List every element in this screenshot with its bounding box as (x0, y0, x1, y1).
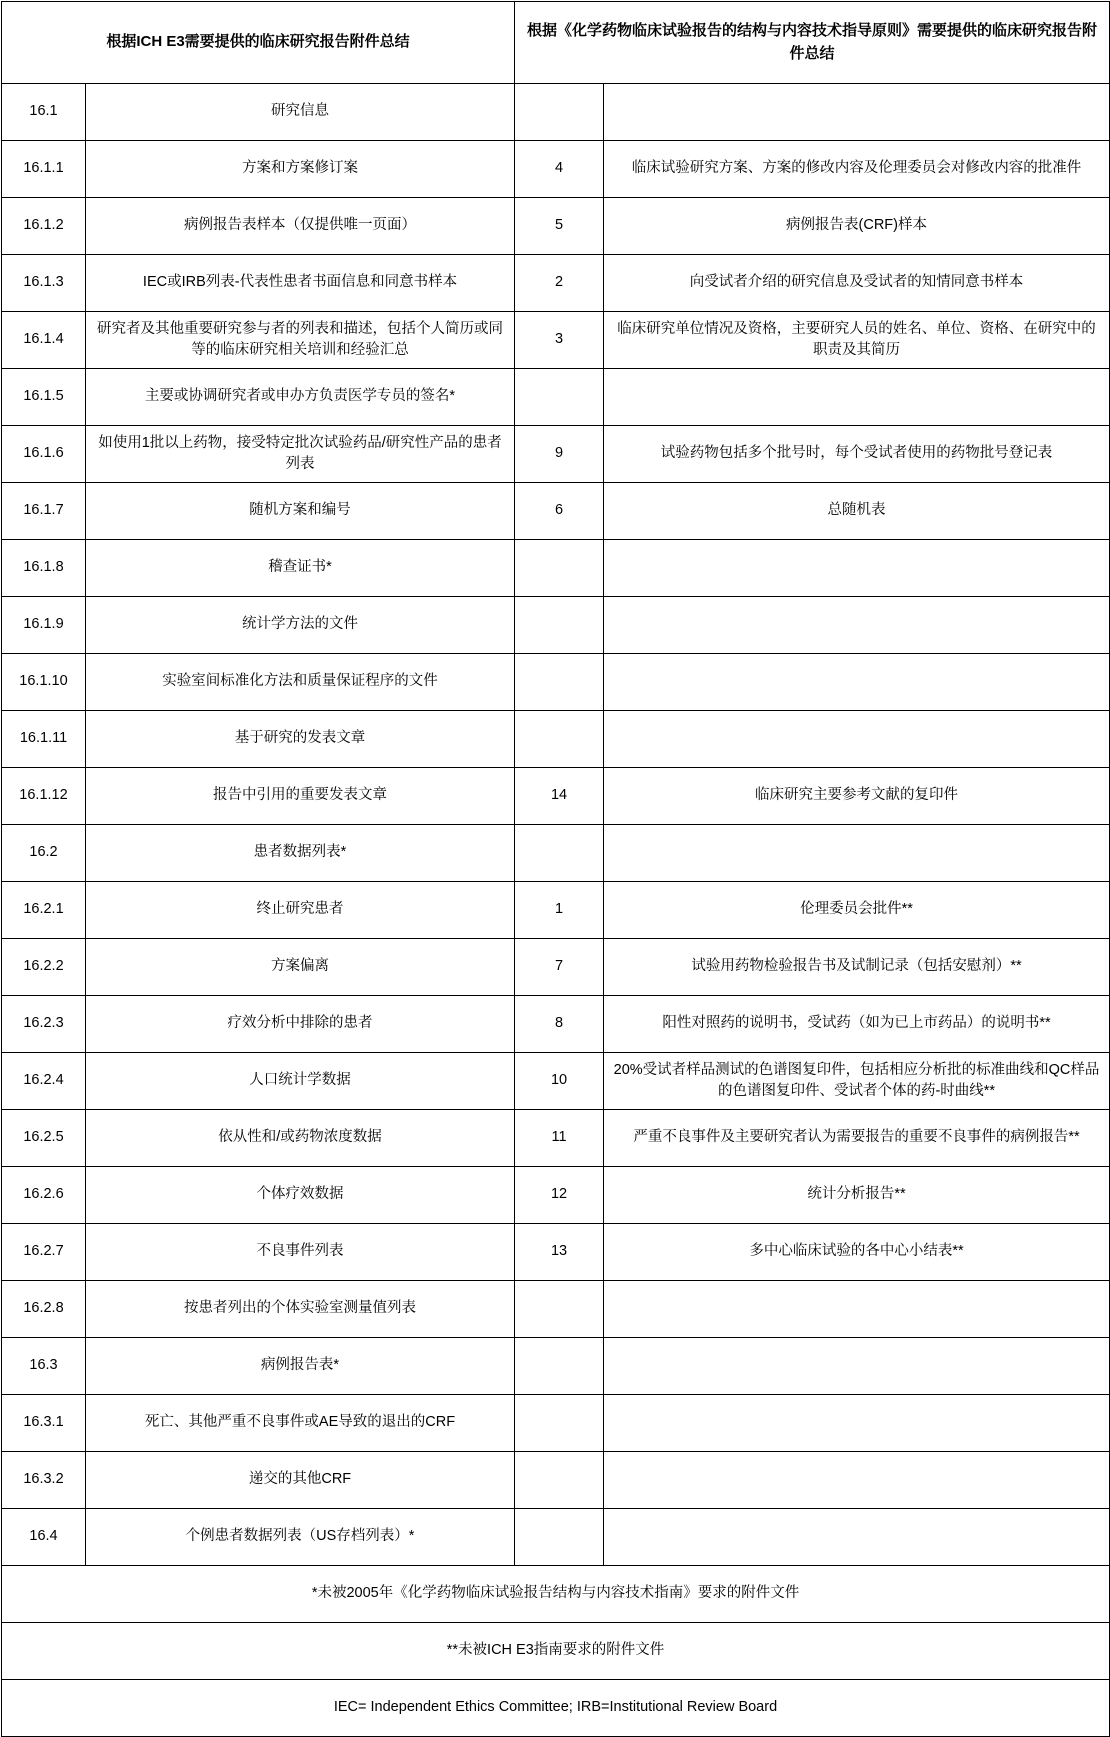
row-china-annex-text (604, 1509, 1110, 1566)
table-row (2, 597, 1110, 654)
row-china-annex-number: 10 (515, 1053, 604, 1110)
header-ich-e3: 根据ICH E3需要提供的临床研究报告附件总结 (2, 2, 515, 84)
table-row (2, 1395, 1110, 1452)
row-china-annex-number: 14 (515, 768, 604, 825)
row-section-number: 16.2.6 (2, 1167, 86, 1224)
row-ich-e3-annex: 个体疗效数据 (86, 1167, 515, 1224)
row-china-annex-text (604, 1338, 1110, 1395)
row-ich-e3-annex: 基于研究的发表文章 (86, 711, 515, 768)
row-china-annex-number: 7 (515, 939, 604, 996)
table-row (2, 426, 1110, 483)
row-ich-e3-annex: 疗效分析中排除的患者 (86, 996, 515, 1053)
row-china-annex-number: 3 (515, 312, 604, 369)
row-ich-e3-annex: 如使用1批以上药物，接受特定批次试验药品/研究性产品的患者列表 (86, 426, 515, 483)
row-section-number: 16.2.7 (2, 1224, 86, 1281)
row-china-annex-number: 1 (515, 882, 604, 939)
row-china-annex-text: 伦理委员会批件** (604, 882, 1110, 939)
row-china-annex-number: 11 (515, 1110, 604, 1167)
table-row (2, 255, 1110, 312)
table-footer (2, 1566, 1110, 1737)
table-header (2, 2, 1110, 84)
row-ich-e3-annex: IEC或IRB列表-代表性患者书面信息和同意书样本 (86, 255, 515, 312)
row-ich-e3-annex: 研究者及其他重要研究参与者的列表和描述，包括个人简历或同等的临床研究相关培训和经验汇总 (86, 312, 515, 369)
row-china-annex-text: 统计分析报告** (604, 1167, 1110, 1224)
row-china-annex-text: 20%受试者样品测试的色谱图复印件，包括相应分析批的标准曲线和QC样品的色谱图复印件、受试者个体的药-时曲线** (604, 1053, 1110, 1110)
row-ich-e3-annex: 实验室间标准化方法和质量保证程序的文件 (86, 654, 515, 711)
row-section-number: 16.4 (2, 1509, 86, 1566)
row-section-number: 16.1.7 (2, 483, 86, 540)
table-row (2, 1053, 1110, 1110)
row-china-annex-number (515, 654, 604, 711)
row-china-annex-text (604, 540, 1110, 597)
row-china-annex-number: 2 (515, 255, 604, 312)
row-section-number: 16.1.10 (2, 654, 86, 711)
row-china-annex-number (515, 1509, 604, 1566)
row-china-annex-number (515, 825, 604, 882)
row-ich-e3-annex: 方案偏离 (86, 939, 515, 996)
row-china-annex-number: 8 (515, 996, 604, 1053)
row-china-annex-number: 13 (515, 1224, 604, 1281)
row-ich-e3-annex: 病例报告表样本（仅提供唯一页面） (86, 198, 515, 255)
table-row (2, 84, 1110, 141)
row-china-annex-text (604, 597, 1110, 654)
row-china-annex-number (515, 540, 604, 597)
row-china-annex-number: 12 (515, 1167, 604, 1224)
row-china-annex-text: 病例报告表(CRF)样本 (604, 198, 1110, 255)
row-china-annex-text (604, 84, 1110, 141)
row-china-annex-text: 总随机表 (604, 483, 1110, 540)
ich-e3-annex-comparison-table (1, 1, 1110, 1737)
row-china-annex-text (604, 1395, 1110, 1452)
row-china-annex-number (515, 1452, 604, 1509)
row-ich-e3-annex: 病例报告表* (86, 1338, 515, 1395)
row-china-annex-number (515, 84, 604, 141)
row-ich-e3-annex: 患者数据列表* (86, 825, 515, 882)
row-section-number: 16.1.8 (2, 540, 86, 597)
row-china-annex-number: 9 (515, 426, 604, 483)
table-row (2, 1167, 1110, 1224)
row-section-number: 16.2 (2, 825, 86, 882)
row-section-number: 16.1.11 (2, 711, 86, 768)
table-row (2, 369, 1110, 426)
row-section-number: 16.3.1 (2, 1395, 86, 1452)
row-china-annex-text (604, 369, 1110, 426)
footnote-row (2, 1566, 1110, 1623)
table-row (2, 1110, 1110, 1167)
header-row (2, 2, 1110, 84)
row-section-number: 16.2.4 (2, 1053, 86, 1110)
row-ich-e3-annex: 递交的其他CRF (86, 1452, 515, 1509)
row-ich-e3-annex: 报告中引用的重要发表文章 (86, 768, 515, 825)
row-section-number: 16.2.8 (2, 1281, 86, 1338)
row-ich-e3-annex: 人口统计学数据 (86, 1053, 515, 1110)
row-ich-e3-annex: 统计学方法的文件 (86, 597, 515, 654)
row-china-annex-number (515, 1281, 604, 1338)
table-row (2, 654, 1110, 711)
table-row (2, 483, 1110, 540)
row-ich-e3-annex: 按患者列出的个体实验室测量值列表 (86, 1281, 515, 1338)
row-china-annex-number (515, 711, 604, 768)
row-ich-e3-annex: 研究信息 (86, 84, 515, 141)
row-china-annex-number (515, 1338, 604, 1395)
row-china-annex-text: 多中心临床试验的各中心小结表** (604, 1224, 1110, 1281)
row-section-number: 16.2.2 (2, 939, 86, 996)
row-ich-e3-annex: 稽查证书* (86, 540, 515, 597)
row-china-annex-text (604, 711, 1110, 768)
row-section-number: 16.2.5 (2, 1110, 86, 1167)
table-row (2, 141, 1110, 198)
row-section-number: 16.3.2 (2, 1452, 86, 1509)
row-china-annex-text: 严重不良事件及主要研究者认为需要报告的重要不良事件的病例报告** (604, 1110, 1110, 1167)
footnote-text: IEC= Independent Ethics Committee; IRB=Institutional Review Board (2, 1680, 1110, 1737)
table-row (2, 711, 1110, 768)
table-row (2, 312, 1110, 369)
row-section-number: 16.1 (2, 84, 86, 141)
row-section-number: 16.3 (2, 1338, 86, 1395)
row-china-annex-text: 向受试者介绍的研究信息及受试者的知情同意书样本 (604, 255, 1110, 312)
row-china-annex-text (604, 654, 1110, 711)
row-china-annex-text: 试验用药物检验报告书及试制记录（包括安慰剂）** (604, 939, 1110, 996)
table-row (2, 825, 1110, 882)
header-china-guideline: 根据《化学药物临床试验报告的结构与内容技术指导原则》需要提供的临床研究报告附件总结 (515, 2, 1110, 84)
row-china-annex-text: 临床研究主要参考文献的复印件 (604, 768, 1110, 825)
footnote-row (2, 1680, 1110, 1737)
row-china-annex-text: 临床研究单位情况及资格，主要研究人员的姓名、单位、资格、在研究中的职责及其简历 (604, 312, 1110, 369)
row-ich-e3-annex: 依从性和/或药物浓度数据 (86, 1110, 515, 1167)
row-china-annex-text (604, 1281, 1110, 1338)
table-row (2, 1281, 1110, 1338)
table-row (2, 1224, 1110, 1281)
footnote-text: *未被2005年《化学药物临床试验报告结构与内容技术指南》要求的附件文件 (2, 1566, 1110, 1623)
row-section-number: 16.1.1 (2, 141, 86, 198)
table-row (2, 198, 1110, 255)
table-row (2, 996, 1110, 1053)
row-section-number: 16.1.6 (2, 426, 86, 483)
row-china-annex-number (515, 1395, 604, 1452)
row-china-annex-number: 6 (515, 483, 604, 540)
row-section-number: 16.1.4 (2, 312, 86, 369)
row-china-annex-text (604, 1452, 1110, 1509)
table-row (2, 1452, 1110, 1509)
row-china-annex-text (604, 825, 1110, 882)
row-ich-e3-annex: 主要或协调研究者或申办方负责医学专员的签名* (86, 369, 515, 426)
table-row (2, 882, 1110, 939)
row-section-number: 16.2.1 (2, 882, 86, 939)
table-row (2, 1509, 1110, 1566)
row-section-number: 16.1.5 (2, 369, 86, 426)
row-ich-e3-annex: 随机方案和编号 (86, 483, 515, 540)
table-row (2, 540, 1110, 597)
table-row (2, 939, 1110, 996)
footnote-row (2, 1623, 1110, 1680)
row-section-number: 16.1.9 (2, 597, 86, 654)
row-ich-e3-annex: 不良事件列表 (86, 1224, 515, 1281)
row-ich-e3-annex: 方案和方案修订案 (86, 141, 515, 198)
row-china-annex-number: 5 (515, 198, 604, 255)
footnote-text: **未被ICH E3指南要求的附件文件 (2, 1623, 1110, 1680)
page-root (0, 1, 1110, 1716)
row-china-annex-number: 4 (515, 141, 604, 198)
row-section-number: 16.1.3 (2, 255, 86, 312)
row-ich-e3-annex: 个例患者数据列表（US存档列表）* (86, 1509, 515, 1566)
table-body (2, 84, 1110, 1566)
row-china-annex-text: 阳性对照药的说明书，受试药（如为已上市药品）的说明书** (604, 996, 1110, 1053)
row-section-number: 16.1.2 (2, 198, 86, 255)
row-china-annex-text: 试验药物包括多个批号时，每个受试者使用的药物批号登记表 (604, 426, 1110, 483)
row-china-annex-text: 临床试验研究方案、方案的修改内容及伦理委员会对修改内容的批准件 (604, 141, 1110, 198)
row-ich-e3-annex: 终止研究患者 (86, 882, 515, 939)
table-row (2, 1338, 1110, 1395)
row-section-number: 16.2.3 (2, 996, 86, 1053)
row-section-number: 16.1.12 (2, 768, 86, 825)
table-row (2, 768, 1110, 825)
row-china-annex-number (515, 369, 604, 426)
row-ich-e3-annex: 死亡、其他严重不良事件或AE导致的退出的CRF (86, 1395, 515, 1452)
row-china-annex-number (515, 597, 604, 654)
